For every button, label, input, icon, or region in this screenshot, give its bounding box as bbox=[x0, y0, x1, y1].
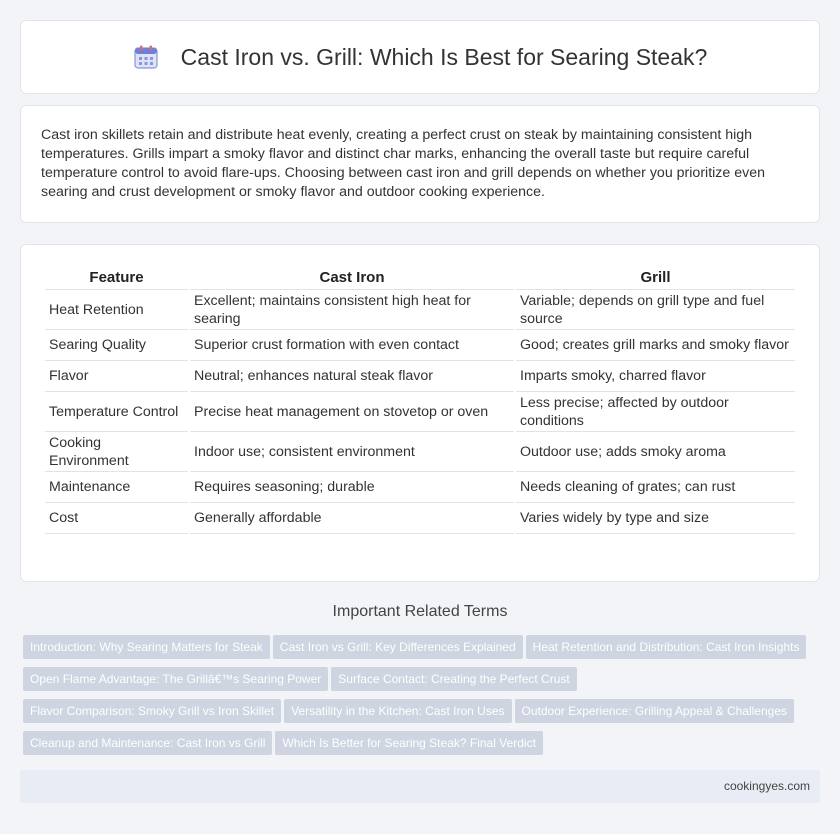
related-terms-list bbox=[23, 635, 823, 763]
related-term-tag[interactable]: Cleanup and Maintenance: Cast Iron vs Grill bbox=[23, 731, 272, 755]
intro-card bbox=[20, 105, 820, 223]
related-term-tag[interactable]: Cast Iron vs Grill: Key Differences Explained bbox=[273, 635, 523, 659]
table-row bbox=[45, 472, 795, 503]
intro-paragraph: Cast iron skillets retain and distribute heat evenly, creating a perfect crust on steak by maintaining consistent high temperatures. Grills impart a smoky flavor and distinct char marks, enhancing the overall taste but require careful temperature control to avoid flare-ups. Choosing between cast iron and grill depends on whether you prioritize even searing and crust development or smoky flavor and outdoor cooking experience. bbox=[41, 127, 765, 200]
comparison-table bbox=[43, 263, 797, 534]
cast-iron-cell: Indoor use; consistent environment bbox=[190, 432, 514, 472]
feature-cell: Temperature Control bbox=[45, 392, 188, 432]
related-term-tag[interactable]: Surface Contact: Creating the Perfect Crust bbox=[331, 667, 576, 691]
related-term-tag[interactable]: Versatility in the Kitchen: Cast Iron Uses bbox=[284, 699, 511, 723]
grill-cell: Needs cleaning of grates; can rust bbox=[516, 472, 795, 503]
feature-cell: Cost bbox=[45, 503, 188, 534]
column-header-feature: Feature bbox=[45, 263, 188, 290]
grill-cell: Outdoor use; adds smoky aroma bbox=[516, 432, 795, 472]
cast-iron-cell: Requires seasoning; durable bbox=[190, 472, 514, 503]
grill-cell: Less precise; affected by outdoor conditions bbox=[516, 392, 795, 432]
table-row bbox=[45, 330, 795, 361]
related-term-tag[interactable]: Outdoor Experience: Grilling Appeal & Challenges bbox=[515, 699, 795, 723]
table-row bbox=[45, 392, 795, 432]
comparison-card bbox=[20, 244, 820, 582]
feature-cell: Heat Retention bbox=[45, 290, 188, 330]
grill-cell: Good; creates grill marks and smoky flavor bbox=[516, 330, 795, 361]
related-terms-heading: Important Related Terms bbox=[332, 603, 508, 620]
related-term-tag[interactable]: Heat Retention and Distribution: Cast Iron Insights bbox=[526, 635, 807, 659]
cast-iron-cell: Generally affordable bbox=[190, 503, 514, 534]
cast-iron-cell: Neutral; enhances natural steak flavor bbox=[190, 361, 514, 392]
table-row bbox=[45, 503, 795, 534]
page-title: Cast Iron vs. Grill: Which Is Best for Searing Steak? bbox=[180, 43, 708, 70]
feature-cell: Cooking Environment bbox=[45, 432, 188, 472]
calendar-icon bbox=[133, 44, 159, 70]
cast-iron-cell: Excellent; maintains consistent high heat for searing bbox=[190, 290, 514, 330]
footer-site-link[interactable]: cookingyes.com bbox=[723, 779, 810, 793]
grill-cell: Imparts smoky, charred flavor bbox=[516, 361, 795, 392]
cast-iron-cell: Superior crust formation with even contact bbox=[190, 330, 514, 361]
cast-iron-cell: Precise heat management on stovetop or oven bbox=[190, 392, 514, 432]
grill-cell: Varies widely by type and size bbox=[516, 503, 795, 534]
feature-cell: Searing Quality bbox=[45, 330, 188, 361]
feature-cell: Flavor bbox=[45, 361, 188, 392]
table-row bbox=[45, 290, 795, 330]
table-row bbox=[45, 361, 795, 392]
related-term-tag[interactable]: Introduction: Why Searing Matters for Steak bbox=[23, 635, 270, 659]
title-card bbox=[20, 20, 820, 94]
related-term-tag[interactable]: Which Is Better for Searing Steak? Final Verdict bbox=[275, 731, 542, 755]
related-term-tag[interactable]: Open Flame Advantage: The Grillâ€™s Searing Power bbox=[23, 667, 328, 691]
grill-cell: Variable; depends on grill type and fuel source bbox=[516, 290, 795, 330]
table-header-row bbox=[45, 263, 795, 290]
footer bbox=[20, 770, 820, 803]
table-row bbox=[45, 432, 795, 472]
column-header-grill: Grill bbox=[516, 263, 795, 290]
column-header-cast-iron: Cast Iron bbox=[190, 263, 514, 290]
feature-cell: Maintenance bbox=[45, 472, 188, 503]
related-term-tag[interactable]: Flavor Comparison: Smoky Grill vs Iron Skillet bbox=[23, 699, 281, 723]
